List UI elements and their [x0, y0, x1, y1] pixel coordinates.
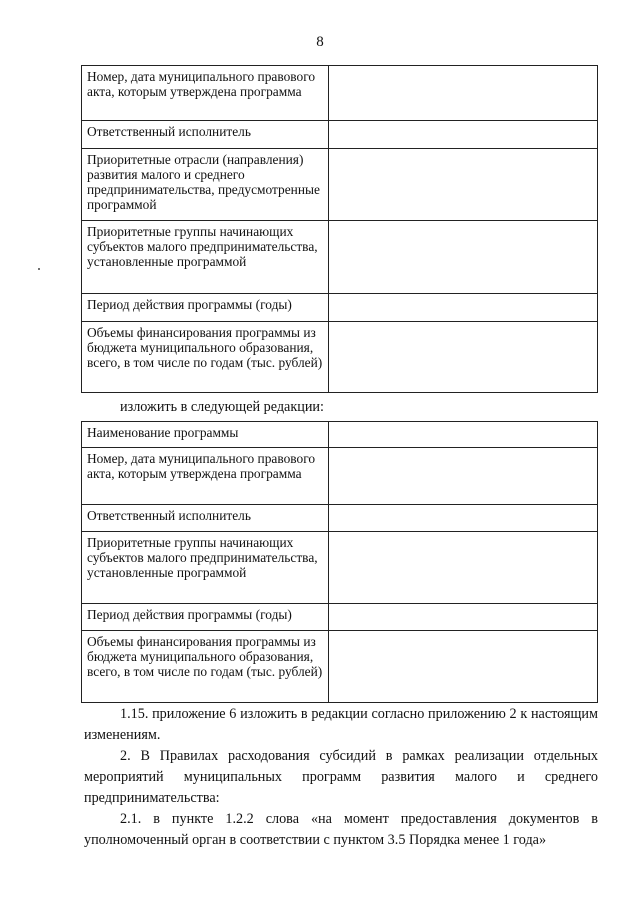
table-cell-value — [329, 294, 598, 322]
paragraph-2: 2. В Правилах расходования субсидий в рамках реализации отдельных мероприятий муниципальных программ развития малого и среднего предпринимательства: — [84, 748, 598, 806]
table-row — [82, 322, 598, 393]
scan-speck — [38, 268, 40, 270]
table-cell-value — [329, 631, 598, 703]
table-row — [82, 604, 598, 631]
table-row — [82, 448, 598, 505]
table-old — [81, 65, 598, 393]
table-cell-value — [329, 422, 598, 448]
table-cell-label: Объемы финансирования программы из бюджета муниципального образования, всего, в том числе по годам (тыс. рублей) — [82, 322, 329, 393]
table-row — [82, 532, 598, 604]
table-cell-value — [329, 221, 598, 294]
table-cell-label: Объемы финансирования программы из бюджета муниципального образования, всего, в том числе по годам (тыс. рублей) — [82, 631, 329, 703]
paragraph-1-15: 1.15. приложение 6 изложить в редакции согласно приложению 2 к настоящим изменениям. — [84, 706, 598, 743]
table-row — [82, 149, 598, 221]
table-row — [82, 422, 598, 448]
table-cell-value — [329, 604, 598, 631]
table-cell-label: Наименование программы — [82, 422, 329, 448]
table-cell-label: Номер, дата муниципального правового акта, которым утверждена программа — [82, 66, 329, 121]
table-cell-value — [329, 532, 598, 604]
table-row — [82, 294, 598, 322]
table-cell-value — [329, 66, 598, 121]
paragraph-2-1: 2.1. в пункте 1.2.2 слова «на момент предоставления документов в уполномоченный орган в соответствии с пунктом 3.5 Порядка менее 1 года» — [84, 811, 598, 848]
page-number: 8 — [316, 34, 324, 50]
table-row — [82, 221, 598, 294]
table-cell-label: Ответственный исполнитель — [82, 505, 329, 532]
table-row — [82, 505, 598, 532]
table-cell-label: Приоритетные группы начинающих субъектов малого предпринимательства, установленные программой — [82, 221, 329, 294]
table-cell-label: Период действия программы (годы) — [82, 604, 329, 631]
table-cell-label: Приоритетные группы начинающих субъектов малого предпринимательства, установленные программой — [82, 532, 329, 604]
table-cell-value — [329, 505, 598, 532]
table-cell-label: Номер, дата муниципального правового акта, которым утверждена программа — [82, 448, 329, 505]
table-new — [81, 421, 598, 703]
table-cell-label: Ответственный исполнитель — [82, 121, 329, 149]
table-cell-value — [329, 121, 598, 149]
table-row — [82, 66, 598, 121]
table-cell-label: Приоритетные отрасли (направления) развития малого и среднего предпринимательства, предусмотренные программой — [82, 149, 329, 221]
table-row — [82, 121, 598, 149]
table-row — [82, 631, 598, 703]
intro-line: изложить в следующей редакции: — [120, 399, 324, 415]
table-cell-label: Период действия программы (годы) — [82, 294, 329, 322]
table-cell-value — [329, 149, 598, 221]
table-cell-value — [329, 448, 598, 505]
table-cell-value — [329, 322, 598, 393]
